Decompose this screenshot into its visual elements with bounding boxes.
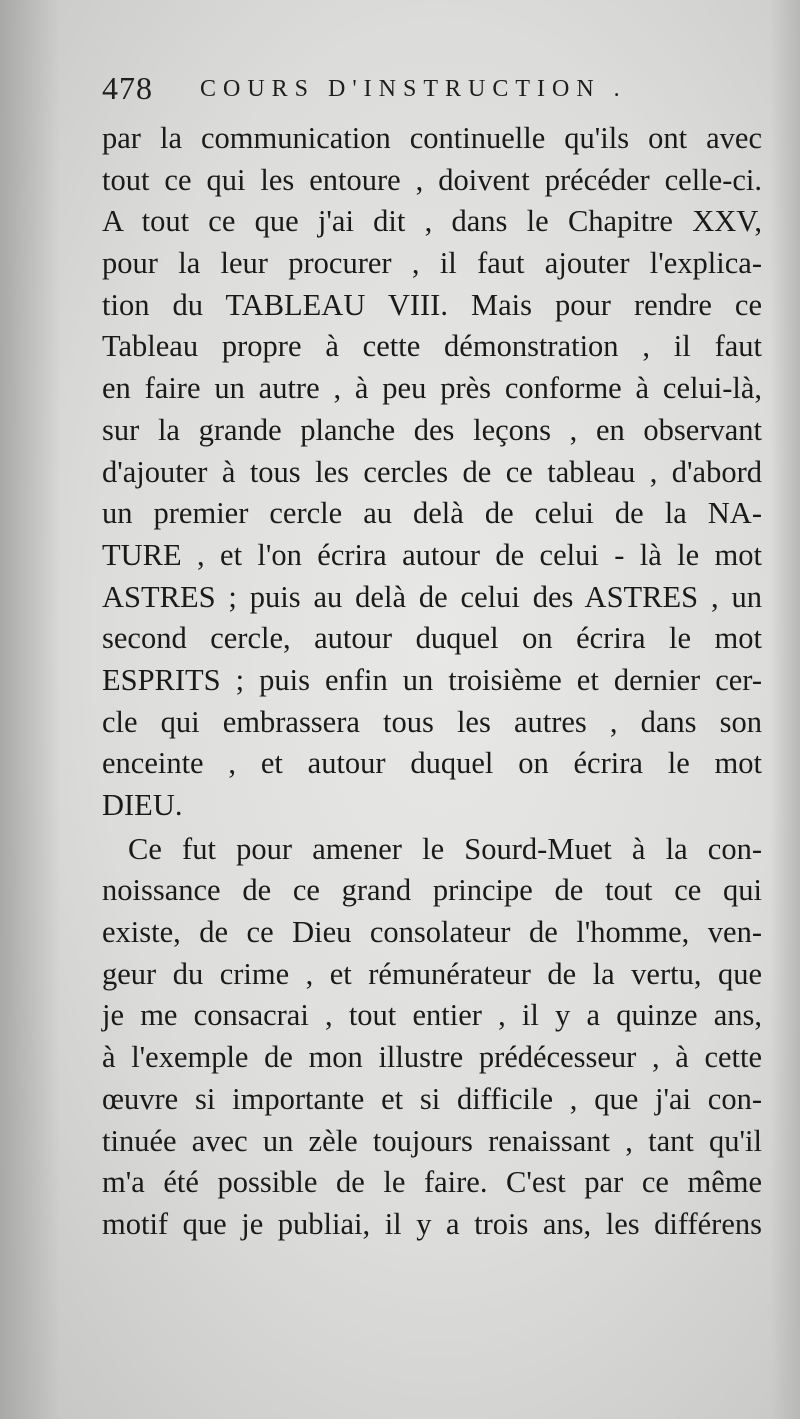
text-line: cle qui embrassera tous les autres , dans son bbox=[102, 704, 762, 739]
running-title: COURS D'INSTRUCTION . bbox=[200, 76, 627, 102]
text-line: par la communication continuelle qu'ils ont avec bbox=[102, 121, 762, 155]
text-line: tout ce qui les entoure , doivent précéder celle-ci. bbox=[102, 162, 762, 197]
text-line: noissance de ce grand principe de tout ce qui bbox=[102, 873, 762, 908]
text-line: un premier cercle au delà de celui de la NA- bbox=[102, 496, 762, 531]
edge-shadow bbox=[770, 0, 800, 1419]
text-line: A tout ce que j'ai dit , dans le Chapitre XXV, bbox=[102, 204, 762, 239]
text-line: enceinte , et autour duquel on écrira le mot bbox=[102, 746, 762, 781]
body-text bbox=[102, 118, 762, 1246]
text-line: ASTRES ; puis au delà de celui des ASTRES , un bbox=[102, 579, 762, 614]
text-line: tinuée avec un zèle toujours renaissant , tant qu'il bbox=[102, 1123, 762, 1158]
text-line: tion du TABLEAU VIII. Mais pour rendre ce bbox=[102, 287, 762, 322]
text-line: d'ajouter à tous les cercles de ce tableau , d'abord bbox=[102, 454, 762, 489]
text-line: TURE , et l'on écrira autour de celui - là le mot bbox=[102, 537, 762, 572]
text-line: à l'exemple de mon illustre prédécesseur , à cette bbox=[102, 1040, 762, 1075]
text-line: en faire un autre , à peu près conforme à celui-là, bbox=[102, 371, 762, 406]
spine-shadow bbox=[0, 0, 60, 1419]
text-line: second cercle, autour duquel on écrira le mot bbox=[102, 621, 762, 656]
text-line: Tableau propre à cette démonstration , il faut bbox=[102, 329, 762, 364]
text-line: existe, de ce Dieu consolateur de l'homme, ven- bbox=[102, 915, 762, 950]
text-line: geur du crime , et rémunérateur de la vertu, que bbox=[102, 956, 762, 991]
paragraph-2 bbox=[102, 829, 762, 1246]
page-header bbox=[102, 70, 762, 114]
text-line: ESPRITS ; puis enfin un troisième et dernier cer- bbox=[102, 662, 762, 697]
text-line: DIEU. bbox=[102, 788, 183, 822]
text-line: Ce fut pour amener le Sourd-Muet à la con- bbox=[128, 831, 762, 866]
text-line: pour la leur procurer , il faut ajouter l'explica- bbox=[102, 246, 762, 281]
page-number: 478 bbox=[102, 70, 153, 106]
text-line: motif que je publiai, il y a trois ans, les différens bbox=[102, 1206, 762, 1241]
text-line: œuvre si importante et si difficile , que j'ai con- bbox=[102, 1081, 762, 1116]
text-line: sur la grande planche des leçons , en observant bbox=[102, 412, 762, 447]
paragraph-1 bbox=[102, 118, 762, 827]
text-line: je me consacrai , tout entier , il y a quinze ans, bbox=[102, 998, 762, 1033]
text-line: m'a été possible de le faire. C'est par ce même bbox=[102, 1165, 762, 1200]
